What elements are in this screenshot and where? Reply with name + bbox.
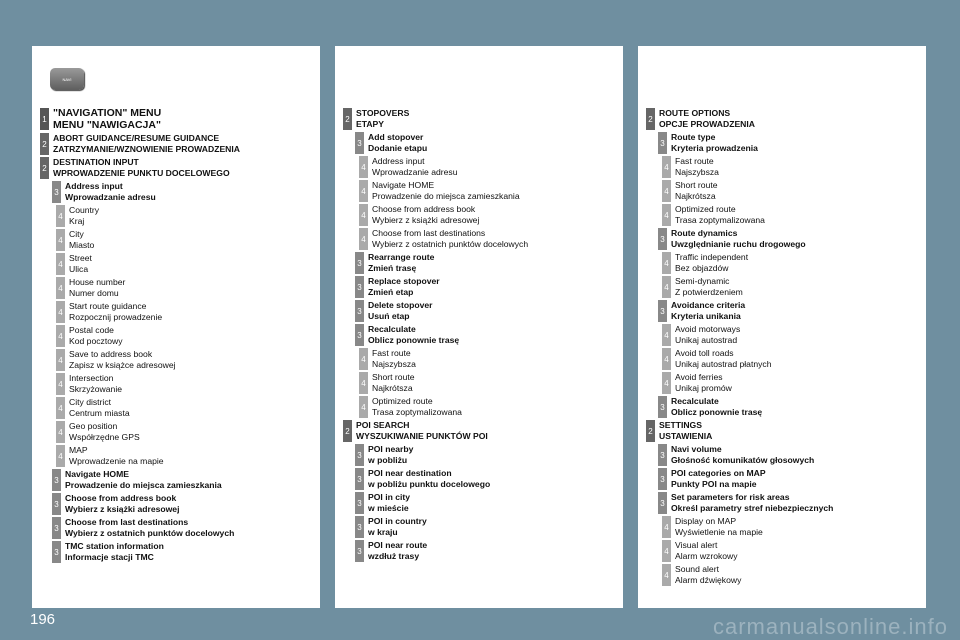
item-label-en: Short route	[372, 372, 415, 382]
menu-item-level-4	[40, 373, 316, 395]
menu-item-level-4	[646, 372, 922, 394]
menu-item-level-3	[343, 300, 619, 322]
menu-item-level-1	[40, 108, 316, 131]
item-label-pl: Alarm dźwiękowy	[675, 575, 742, 585]
item-label-en: Display on MAP	[675, 516, 737, 526]
menu-item-text	[368, 444, 413, 466]
level-badge: 4	[56, 445, 65, 467]
item-label-en: Street	[69, 253, 92, 263]
menu-item-level-3	[40, 181, 316, 203]
menu-item-level-4	[646, 516, 922, 538]
menu-tree	[646, 108, 922, 588]
menu-item-text	[671, 468, 766, 490]
item-label-pl: WYSZUKIWANIE PUNKTÓW POI	[356, 431, 488, 441]
menu-item-level-4	[646, 276, 922, 298]
level-badge: 3	[52, 493, 61, 515]
menu-item-level-3	[343, 468, 619, 490]
menu-item-text	[675, 156, 719, 178]
menu-item-level-4	[40, 277, 316, 299]
menu-item-level-3	[343, 252, 619, 274]
item-label-pl: Prowadzenie do miejsca zamieszkania	[65, 480, 222, 490]
level-badge: 3	[52, 517, 61, 539]
menu-item-level-3	[343, 132, 619, 154]
menu-item-level-3	[343, 276, 619, 298]
item-label-en: Optimized route	[675, 204, 736, 214]
menu-item-level-4	[40, 301, 316, 323]
level-badge: 2	[343, 420, 352, 442]
item-label-en: ROUTE OPTIONS	[659, 108, 731, 118]
menu-item-text	[69, 397, 130, 419]
item-label-pl: Oblicz ponownie trasę	[368, 335, 460, 345]
item-label-en: Rearrange route	[368, 252, 435, 262]
watermark: carmanualsonline.info	[712, 614, 948, 639]
item-label-en: Intersection	[69, 373, 114, 383]
item-label-pl: Miasto	[69, 240, 95, 250]
menu-item-level-4	[343, 204, 619, 226]
item-label-pl: Skrzyżowanie	[69, 384, 123, 394]
item-label-en: Recalculate	[671, 396, 719, 406]
item-label-en: DESTINATION INPUT	[53, 157, 139, 167]
item-label-en: POI near route	[368, 540, 428, 550]
menu-item-text	[368, 492, 410, 514]
item-label-en: City	[69, 229, 84, 239]
menu-item-text	[675, 372, 732, 394]
level-badge: 3	[52, 181, 61, 203]
menu-item-level-3	[646, 228, 922, 250]
item-label-en: Address input	[65, 181, 123, 191]
item-label-pl: Wybierz z książki adresowej	[65, 504, 180, 514]
menu-item-text	[69, 373, 122, 395]
level-badge: 4	[662, 516, 671, 538]
item-label-pl: Usuń etap	[368, 311, 410, 321]
menu-item-level-3	[40, 517, 316, 539]
menu-tree	[343, 108, 619, 564]
menu-item-text	[368, 516, 427, 538]
menu-item-text	[372, 348, 416, 370]
level-badge: 4	[359, 396, 368, 418]
level-badge: 4	[662, 252, 671, 274]
level-badge: 3	[355, 540, 364, 562]
menu-item-level-4	[646, 252, 922, 274]
item-label-pl: ZATRZYMANIE/WZNOWIENIE PROWADZENIA	[53, 144, 240, 154]
item-label-en: Recalculate	[368, 324, 416, 334]
item-label-pl: Dodanie etapu	[368, 143, 428, 153]
menu-item-text	[671, 492, 833, 514]
menu-item-text	[372, 372, 415, 394]
item-label-en: Navi volume	[671, 444, 722, 454]
menu-item-text	[372, 156, 458, 178]
item-label-en: Add stopover	[368, 132, 424, 142]
item-label-pl: Unikaj autostrad płatnych	[675, 359, 772, 369]
menu-item-text	[675, 564, 741, 586]
level-badge: 4	[662, 540, 671, 562]
level-badge: 3	[658, 444, 667, 466]
panel-route-options-settings	[638, 46, 926, 608]
item-label-en: "NAVIGATION" MENU	[53, 107, 162, 119]
menu-item-text	[368, 276, 440, 298]
item-label-pl: Wprowadzanie adresu	[372, 167, 458, 177]
menu-item-text	[69, 277, 125, 299]
menu-item-text	[675, 252, 748, 274]
level-badge: 2	[40, 157, 49, 179]
item-label-pl: Uwzględnianie ruchu drogowego	[671, 239, 806, 249]
level-badge: 3	[658, 132, 667, 154]
menu-item-text	[372, 180, 520, 202]
item-label-pl: Kryteria prowadzenia	[671, 143, 758, 153]
menu-item-level-3	[646, 492, 922, 514]
item-label-en: ABORT GUIDANCE/RESUME GUIDANCE	[53, 133, 220, 143]
level-badge: 3	[355, 492, 364, 514]
item-label-en: POI in city	[368, 492, 411, 502]
menu-item-text	[65, 181, 156, 203]
item-label-pl: MENU "NAWIGACJA"	[53, 118, 161, 131]
menu-item-level-4	[343, 348, 619, 370]
menu-item-text	[69, 445, 164, 467]
item-label-en: TMC station information	[65, 541, 164, 551]
item-label-en: Geo position	[69, 421, 118, 431]
menu-item-level-2	[646, 420, 922, 442]
level-badge: 3	[658, 396, 667, 418]
menu-item-level-4	[343, 156, 619, 178]
menu-item-level-2	[343, 108, 619, 130]
menu-item-text	[65, 541, 164, 563]
item-label-en: POI SEARCH	[356, 420, 410, 430]
menu-item-text	[368, 132, 427, 154]
level-badge: 3	[355, 300, 364, 322]
item-label-pl: Zapisz w książce adresowej	[69, 360, 176, 370]
item-label-pl: w pobliżu punktu docelowego	[368, 479, 491, 489]
item-label-en: Choose from address book	[65, 493, 177, 503]
level-badge: 4	[56, 277, 65, 299]
item-label-en: Delete stopover	[368, 300, 433, 310]
item-label-pl: w mieście	[368, 503, 409, 513]
menu-item-text	[671, 444, 814, 466]
menu-item-level-4	[40, 325, 316, 347]
menu-item-text	[368, 252, 434, 274]
menu-item-level-3	[646, 468, 922, 490]
item-label-pl: Oblicz ponownie trasę	[671, 407, 763, 417]
menu-item-level-2	[40, 157, 316, 179]
item-label-pl: Informacje stacji TMC	[65, 552, 154, 562]
item-label-en: Avoidance criteria	[671, 300, 746, 310]
item-label-pl: Najkrótsza	[675, 191, 716, 201]
level-badge: 3	[52, 469, 61, 491]
item-label-en: POI categories on MAP	[671, 468, 766, 478]
level-badge: 4	[56, 421, 65, 443]
menu-item-text	[368, 468, 490, 490]
level-badge: 4	[662, 156, 671, 178]
item-label-pl: Zmień trasę	[368, 263, 417, 273]
item-label-pl: Najszybsza	[372, 359, 416, 369]
item-label-pl: w pobliżu	[368, 455, 408, 465]
level-badge: 4	[662, 564, 671, 586]
menu-item-level-2	[343, 420, 619, 442]
level-badge: 4	[56, 349, 65, 371]
menu-item-text	[671, 132, 758, 154]
item-label-pl: Wybierz z ostatnich punktów docelowych	[65, 528, 235, 538]
item-label-en: MAP	[69, 445, 88, 455]
menu-item-level-3	[40, 541, 316, 563]
level-badge: 3	[355, 324, 364, 346]
level-badge: 3	[658, 300, 667, 322]
item-label-pl: Głośność komunikatów głosowych	[671, 455, 815, 465]
menu-item-level-4	[343, 396, 619, 418]
level-badge: 4	[359, 228, 368, 250]
item-label-pl: Rozpocznij prowadzenie	[69, 312, 163, 322]
item-label-pl: Wybierz z książki adresowej	[372, 215, 480, 225]
menu-item-text	[53, 108, 161, 131]
level-badge: 3	[355, 516, 364, 538]
level-badge: 2	[646, 108, 655, 130]
level-badge: 4	[662, 276, 671, 298]
level-badge: 4	[56, 397, 65, 419]
item-label-pl: ETAPY	[356, 119, 385, 129]
menu-item-level-3	[646, 396, 922, 418]
menu-item-level-3	[343, 324, 619, 346]
level-badge: 3	[355, 252, 364, 274]
item-label-en: Navigate HOME	[372, 180, 435, 190]
item-label-pl: Najszybsza	[675, 167, 719, 177]
item-label-pl: Wybierz z ostatnich punktów docelowych	[372, 239, 529, 249]
level-badge: 4	[662, 372, 671, 394]
level-badge: 4	[56, 373, 65, 395]
menu-item-level-4	[646, 180, 922, 202]
level-badge: 4	[359, 348, 368, 370]
item-label-pl: Określ parametry stref niebezpiecznych	[671, 503, 834, 513]
item-label-pl: Alarm wzrokowy	[675, 551, 738, 561]
level-badge: 4	[359, 156, 368, 178]
menu-item-level-3	[646, 132, 922, 154]
item-label-pl: Ulica	[69, 264, 89, 274]
item-label-en: Address input	[372, 156, 425, 166]
menu-item-level-4	[343, 228, 619, 250]
level-badge: 3	[355, 444, 364, 466]
item-label-en: Fast route	[372, 348, 411, 358]
menu-item-level-3	[646, 444, 922, 466]
panel-navigation	[32, 46, 320, 608]
menu-item-level-4	[646, 156, 922, 178]
item-label-pl: Trasa zoptymalizowana	[675, 215, 765, 225]
menu-item-text	[65, 517, 234, 539]
menu-item-text	[659, 108, 755, 130]
level-badge: 3	[52, 541, 61, 563]
item-label-en: Route dynamics	[671, 228, 738, 238]
level-badge: 4	[662, 324, 671, 346]
menu-item-level-4	[646, 564, 922, 586]
menu-item-level-4	[40, 421, 316, 443]
menu-item-text	[65, 469, 222, 491]
menu-item-level-3	[343, 540, 619, 562]
level-badge: 2	[40, 133, 49, 155]
menu-item-text	[671, 300, 745, 322]
menu-tree	[40, 108, 316, 565]
item-label-pl: Wyświetlenie na mapie	[675, 527, 763, 537]
item-label-pl: Wprowadzanie adresu	[65, 192, 156, 202]
item-label-en: SETTINGS	[659, 420, 702, 430]
menu-item-level-3	[343, 444, 619, 466]
item-label-en: Avoid motorways	[675, 324, 741, 334]
menu-item-level-3	[646, 300, 922, 322]
item-label-en: Start route guidance	[69, 301, 147, 311]
item-label-pl: Unikaj promów	[675, 383, 732, 393]
menu-item-text	[356, 420, 488, 442]
item-label-en: House number	[69, 277, 126, 287]
menu-item-text	[372, 204, 479, 226]
menu-item-level-3	[343, 492, 619, 514]
level-badge: 4	[359, 204, 368, 226]
item-label-pl: wzdłuż trasy	[368, 551, 420, 561]
item-label-en: Semi-dynamic	[675, 276, 730, 286]
item-label-pl: Prowadzenie do miejsca zamieszkania	[372, 191, 520, 201]
menu-item-text	[675, 204, 765, 226]
level-badge: 2	[343, 108, 352, 130]
item-label-en: POI nearby	[368, 444, 414, 454]
menu-item-level-4	[343, 180, 619, 202]
panel-stopovers-poi	[335, 46, 623, 608]
item-label-pl: Wprowadzenie na mapie	[69, 456, 164, 466]
menu-item-level-4	[40, 397, 316, 419]
menu-item-text	[53, 133, 240, 155]
item-label-en: Optimized route	[372, 396, 433, 406]
menu-item-level-4	[343, 372, 619, 394]
menu-item-text	[671, 228, 806, 250]
menu-item-text	[69, 229, 94, 251]
menu-item-level-4	[646, 540, 922, 562]
menu-item-level-4	[40, 445, 316, 467]
menu-item-text	[675, 276, 743, 298]
menu-item-text	[356, 108, 409, 130]
menu-item-level-4	[40, 229, 316, 251]
item-label-pl: Współrzędne GPS	[69, 432, 140, 442]
item-label-en: STOPOVERS	[356, 108, 410, 118]
level-badge: 3	[658, 492, 667, 514]
menu-item-text	[675, 324, 740, 346]
menu-item-text	[69, 421, 140, 443]
item-label-pl: Kryteria unikania	[671, 311, 741, 321]
menu-item-level-3	[40, 493, 316, 515]
level-badge: 4	[56, 205, 65, 227]
menu-item-level-4	[646, 204, 922, 226]
item-label-pl: Bez objazdów	[675, 263, 729, 273]
level-badge: 4	[56, 325, 65, 347]
level-badge: 3	[355, 468, 364, 490]
item-label-pl: Najkrótsza	[372, 383, 413, 393]
item-label-en: Avoid toll roads	[675, 348, 734, 358]
menu-item-text	[69, 205, 99, 227]
menu-item-level-4	[646, 348, 922, 370]
item-label-en: Navigate HOME	[65, 469, 129, 479]
menu-item-level-4	[646, 324, 922, 346]
item-label-en: City district	[69, 397, 112, 407]
menu-item-level-4	[40, 253, 316, 275]
menu-item-text	[65, 493, 179, 515]
menu-item-level-2	[646, 108, 922, 130]
menu-item-text	[659, 420, 712, 442]
item-label-en: Postal code	[69, 325, 114, 335]
level-badge: 3	[658, 468, 667, 490]
item-label-pl: Kod pocztowy	[69, 336, 123, 346]
item-label-en: POI near destination	[368, 468, 452, 478]
item-label-pl: Kraj	[69, 216, 85, 226]
item-label-en: Visual alert	[675, 540, 718, 550]
menu-item-text	[675, 348, 772, 370]
menu-item-level-4	[40, 349, 316, 371]
menu-item-text	[69, 301, 162, 323]
menu-item-level-3	[40, 469, 316, 491]
item-label-pl: Centrum miasta	[69, 408, 130, 418]
item-label-en: Traffic independent	[675, 252, 749, 262]
level-badge: 3	[355, 276, 364, 298]
menu-item-text	[372, 396, 462, 418]
item-label-en: Sound alert	[675, 564, 719, 574]
navi-key-icon: NAVI	[50, 68, 84, 90]
menu-item-text	[53, 157, 230, 179]
item-label-en: Choose from last destinations	[372, 228, 486, 238]
item-label-en: POI in country	[368, 516, 427, 526]
level-badge: 1	[40, 108, 49, 130]
menu-item-level-4	[40, 205, 316, 227]
menu-item-text	[368, 300, 432, 322]
level-badge: 4	[662, 180, 671, 202]
menu-item-text	[69, 253, 92, 275]
menu-item-text	[671, 396, 762, 418]
item-label-pl: Unikaj autostrad	[675, 335, 738, 345]
menu-item-text	[675, 516, 763, 538]
item-label-en: Replace stopover	[368, 276, 440, 286]
level-badge: 2	[646, 420, 655, 442]
level-badge: 4	[662, 204, 671, 226]
menu-item-text	[69, 349, 176, 371]
menu-item-text	[368, 540, 427, 562]
menu-item-level-2	[40, 133, 316, 155]
item-label-en: Short route	[675, 180, 718, 190]
item-label-en: Avoid ferries	[675, 372, 723, 382]
item-label-en: Save to address book	[69, 349, 153, 359]
item-label-en: Fast route	[675, 156, 714, 166]
menu-item-level-3	[343, 516, 619, 538]
page-number: 196	[30, 611, 56, 628]
level-badge: 4	[56, 301, 65, 323]
level-badge: 3	[658, 228, 667, 250]
item-label-pl: WPROWADZENIE PUNKTU DOCELOWEGO	[53, 168, 230, 178]
item-label-pl: Zmień etap	[368, 287, 414, 297]
item-label-pl: Z potwierdzeniem	[675, 287, 743, 297]
level-badge: 4	[359, 180, 368, 202]
menu-item-text	[69, 325, 123, 347]
menu-item-text	[675, 180, 718, 202]
level-badge: 4	[662, 348, 671, 370]
item-label-pl: Punkty POI na mapie	[671, 479, 757, 489]
item-label-en: Route type	[671, 132, 716, 142]
item-label-en: Country	[69, 205, 100, 215]
item-label-pl: w kraju	[368, 527, 398, 537]
menu-item-text	[675, 540, 738, 562]
item-label-pl: OPCJE PROWADZENIA	[659, 119, 755, 129]
menu-item-text	[372, 228, 528, 250]
menu-item-text	[368, 324, 459, 346]
item-label-pl: Numer domu	[69, 288, 119, 298]
level-badge: 4	[56, 253, 65, 275]
item-label-en: Choose from last destinations	[65, 517, 189, 527]
level-badge: 3	[355, 132, 364, 154]
item-label-en: Set parameters for risk areas	[671, 492, 790, 502]
level-badge: 4	[56, 229, 65, 251]
item-label-en: Choose from address book	[372, 204, 476, 214]
item-label-pl: Trasa zoptymalizowana	[372, 407, 462, 417]
level-badge: 4	[359, 372, 368, 394]
item-label-pl: USTAWIENIA	[659, 431, 713, 441]
